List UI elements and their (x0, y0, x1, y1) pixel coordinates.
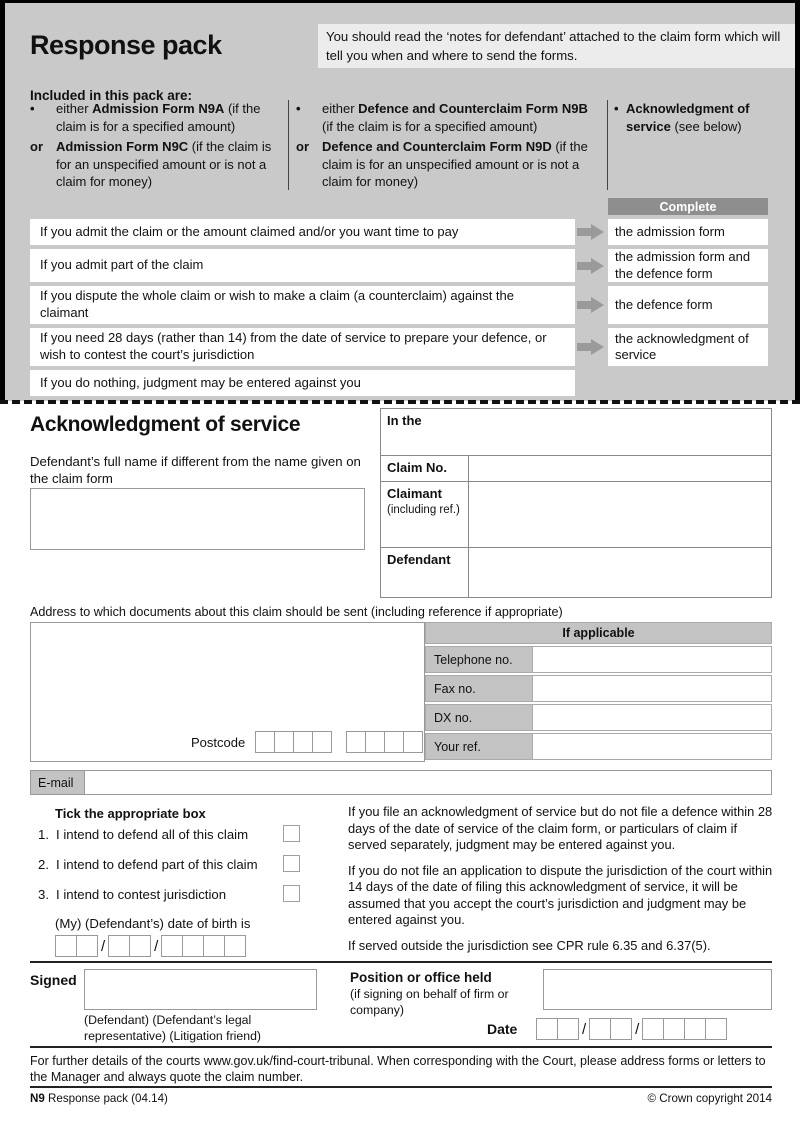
complete-cell: the admission form (608, 219, 768, 245)
tear-off-dashed-line (0, 400, 800, 404)
telephone-row (425, 646, 772, 673)
address-label: Address to which documents about this claim should be sent (including reference if appropriate) (30, 605, 563, 619)
telephone-field[interactable] (533, 646, 772, 673)
dx-row (425, 704, 772, 731)
date-year-boxes[interactable] (642, 1018, 727, 1040)
condition-row: If you admit the claim or the amount claimed and/or you want time to pay (30, 219, 575, 245)
column-divider (607, 100, 608, 190)
dob-input-boxes (55, 935, 246, 957)
copyright-label: © Crown copyright 2014 (647, 1092, 772, 1105)
if-applicable-header: If applicable (425, 622, 772, 644)
dx-label: DX no. (425, 704, 533, 731)
complete-cell: the admission form and the defence form (608, 249, 768, 282)
defendant-label: Defendant (381, 548, 469, 597)
condition-row: If you need 28 days (rather than 14) from the date of service to prepare your defence, or wish to contest the court’s jurisdiction (30, 328, 575, 366)
option-number: 3. (38, 887, 49, 902)
section-rule (30, 1086, 772, 1088)
condition-row: If you do nothing, judgment may be entered against you (30, 370, 575, 396)
postcode-boxes-1[interactable] (255, 731, 332, 753)
defendant-name-label: Defendant’s full name if different from the name given on the claim form (30, 454, 361, 487)
address-field[interactable] (30, 622, 425, 762)
your-ref-row (425, 733, 772, 760)
legal-notices (348, 804, 778, 963)
ack-section-title: Acknowledgment of service (30, 413, 301, 436)
notice-paragraph: If you file an acknowledgment of service but do not file a defence within 28 days of the date of service of the claim form, or particulars of claim if served separately, judgment may be entered against you. (348, 804, 773, 853)
arrow-right-icon (577, 339, 604, 355)
claim-no-field[interactable] (469, 456, 771, 481)
notice-paragraph: If served outside the jurisdiction see CPR rule 6.35 and 6.37(5). (348, 937, 711, 953)
dob-day-boxes[interactable] (55, 935, 98, 957)
slash-separator: / (635, 1020, 640, 1038)
in-the-row[interactable] (381, 409, 771, 456)
claim-no-row (381, 456, 771, 482)
pack-item-n9c (30, 138, 282, 191)
telephone-label: Telephone no. (425, 646, 533, 673)
defendant-note: You should read the ‘notes for defendant’ attached to the claim form which will tell you when and where to send the forms. (318, 24, 795, 68)
postcode-boxes-2[interactable] (346, 731, 423, 753)
bullet-marker: • (296, 101, 301, 116)
option-defend-part (38, 857, 278, 872)
if-applicable-table (425, 622, 772, 762)
section-rule (30, 1046, 772, 1048)
pack-column-admission (30, 100, 282, 194)
option-number: 2. (38, 857, 49, 872)
condition-row: If you dispute the whole claim or wish to make a claim (a counterclaim) against the claimant (30, 286, 575, 324)
dob-month-boxes[interactable] (108, 935, 151, 957)
pack-item-text: Admission Form N9C (if the claim is for an unspecified amount or is not a claim for money) (56, 139, 272, 190)
arrow-right-icon (577, 258, 604, 274)
option-label: I intend to defend part of this claim (56, 857, 258, 872)
slash-separator: / (154, 937, 159, 955)
or-marker: or (30, 139, 43, 155)
footer-note: For further details of the courts www.gov.uk/find-court-tribunal. When corresponding with the Court, please address forms or letters to the Manager and always quote the claim number. (30, 1054, 766, 1085)
in-the-label: In the (387, 413, 422, 428)
postcode-label: Postcode (191, 734, 246, 750)
tick-heading: Tick the appropriate box (55, 806, 206, 821)
slash-separator: / (582, 1020, 587, 1038)
bullet-marker: • (614, 101, 619, 116)
date-input-boxes (536, 1018, 727, 1040)
defendant-name-field[interactable] (30, 488, 365, 550)
pack-column-acknowledgment (614, 100, 792, 138)
pack-item-text: either Defence and Counterclaim Form N9B (if the claim is for a specified amount) (322, 101, 588, 134)
pack-item-text: either Admission Form N9A (if the claim is for a specified amount) (56, 101, 261, 134)
your-ref-label: Your ref. (425, 733, 533, 760)
defendant-row (381, 548, 771, 597)
included-heading: Included in this pack are: (30, 88, 193, 103)
pack-item-n9b (296, 100, 602, 135)
section-rule (30, 961, 772, 963)
complete-column-header: Complete (608, 198, 768, 215)
dob-label: (My) (Defendant’s) date of birth is (55, 916, 251, 931)
or-marker: or (296, 139, 309, 155)
signature-field[interactable] (84, 969, 317, 1010)
form-id-label: N9 Response pack (04.14) (30, 1092, 168, 1105)
option-contest-jurisdiction (38, 887, 278, 902)
defendant-field[interactable] (469, 548, 771, 597)
dx-field[interactable] (533, 704, 772, 731)
position-field[interactable] (543, 969, 772, 1010)
pack-item-ack (614, 100, 792, 135)
fax-label: Fax no. (425, 675, 533, 702)
pack-column-defence (296, 100, 602, 194)
pack-item-n9a (30, 100, 282, 135)
notice-paragraph: If you do not file an application to dispute the jurisdiction of the court within 14 days of the date of filing this acknowledgment of service, it will be assumed that you accept the court’s jurisdiction and judgment may be entered against you. (348, 862, 773, 928)
fax-field[interactable] (533, 675, 772, 702)
claimant-field[interactable] (469, 482, 771, 547)
slash-separator: / (101, 937, 106, 955)
position-sub-label: (if signing on behalf of firm or company) (350, 987, 509, 1017)
complete-cell: the defence form (608, 286, 768, 324)
contest-jurisdiction-checkbox[interactable] (283, 885, 300, 902)
email-field[interactable] (85, 770, 772, 795)
signed-label: Signed (30, 972, 77, 988)
complete-cell: the acknowledgment of service (608, 328, 768, 366)
date-day-boxes[interactable] (536, 1018, 579, 1040)
condition-row: If you admit part of the claim (30, 249, 575, 282)
your-ref-field[interactable] (533, 733, 772, 760)
date-label: Date (487, 1021, 518, 1037)
claim-no-label: Claim No. (381, 456, 469, 481)
fax-row (425, 675, 772, 702)
option-number: 1. (38, 827, 49, 842)
signed-sub-label: (Defendant) (Defendant’s legal representative) (Litigation friend) (84, 1013, 262, 1043)
option-label: I intend to defend all of this claim (56, 827, 249, 842)
pack-item-text: Defence and Counterclaim Form N9D (if the claim is for an unspecified amount or is not a claim for money) (322, 139, 588, 190)
email-row (30, 770, 772, 795)
column-divider (288, 100, 289, 190)
defend-all-checkbox[interactable] (283, 825, 300, 842)
arrow-right-icon (577, 224, 604, 240)
pack-item-n9d (296, 138, 602, 191)
footer-row (30, 1092, 772, 1105)
pack-item-text: Acknowledgment of service (see below) (626, 101, 750, 134)
postcode-row (191, 731, 423, 753)
page-title: Response pack (30, 30, 222, 60)
defend-part-checkbox[interactable] (283, 855, 300, 872)
option-defend-all (38, 827, 278, 842)
position-label: Position or office held (350, 970, 492, 985)
claimant-row (381, 482, 771, 548)
email-label: E-mail (30, 770, 85, 795)
option-label: I intend to contest jurisdiction (56, 887, 227, 902)
date-month-boxes[interactable] (589, 1018, 632, 1040)
court-details-table (380, 408, 772, 598)
dob-year-boxes[interactable] (161, 935, 246, 957)
bullet-marker: • (30, 101, 35, 116)
claimant-label: Claimant (including ref.) (381, 482, 469, 547)
arrow-right-icon (577, 297, 604, 313)
